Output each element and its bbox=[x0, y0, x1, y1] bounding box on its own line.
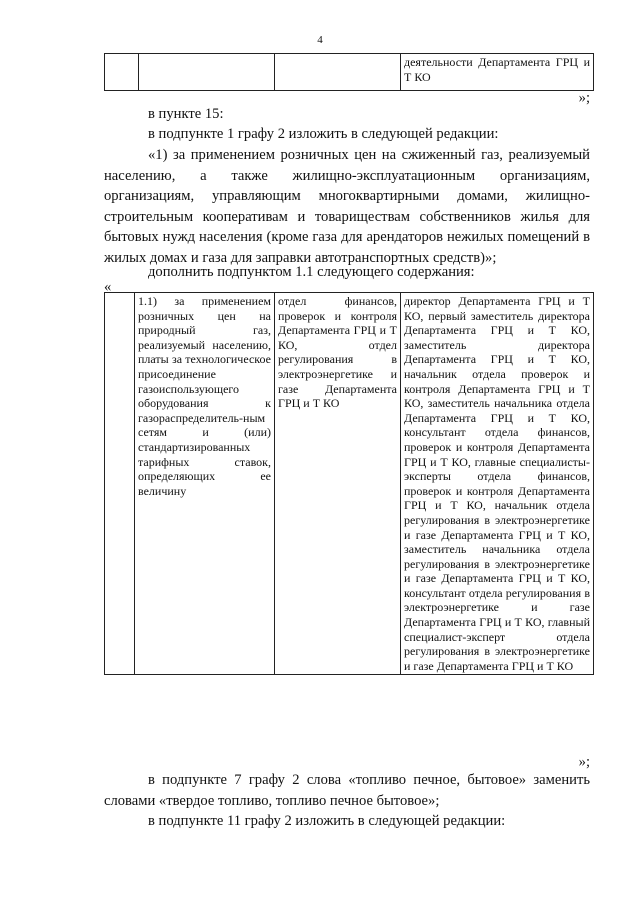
opening-quote: « bbox=[104, 279, 112, 295]
page-number: 4 bbox=[317, 34, 323, 46]
table-cell bbox=[105, 54, 139, 91]
table-cell-departments: отдел финансов, проверок и контроля Департамента ГРЦ и Т КО, отдел регулирования в электроэнергетике и газе Департамента ГРЦ и Т КО bbox=[275, 293, 401, 675]
closing-quote: »; bbox=[578, 90, 590, 106]
table-cell-department-activity: деятельности Департамента ГРЦ и Т КО bbox=[401, 54, 594, 91]
closing-quote: »; bbox=[578, 754, 590, 770]
table-row bbox=[105, 54, 594, 91]
paragraph-subpoint-7: в подпункте 7 графу 2 слова «топливо печное, бытовое» заменить словами «твердое топливо, топливо печное бытовое»; bbox=[104, 772, 590, 809]
paragraph-subpoint-11: в подпункте 11 графу 2 изложить в следующей редакции: bbox=[148, 813, 506, 829]
paragraph-point-15: в пункте 15: bbox=[148, 106, 224, 122]
continuation-table bbox=[104, 53, 594, 91]
table-cell-number bbox=[105, 293, 135, 675]
paragraph-quoted-text: «1) за применением розничных цен на сжиженный газ, реализуемый населению, а также жилищно-эксплуатационным организациям, организациям, управляющим многоквартирными домами, жилищно-строительным кооперативам и товариществам собственников жилья для бытовых нужд населения (кроме газа для арендаторов нежилых помещений в жилых домах и газа для заправки автотранспортных средств)»; bbox=[104, 147, 590, 266]
table-cell-officials: директор Департамента ГРЦ и Т КО, первый заместитель директора Департамента ГРЦ и Т КО, заместитель директора Департамента ГРЦ и Т КО, начальник отдела проверок и контроля Департамента ГРЦ и Т КО, заместитель начальника отдела Департамента ГРЦ и Т КО, консультант отдела финансов, проверок и контроля Департамента ГРЦ и Т КО, главные специалисты-эксперты отдела финансов, проверок и контроля Департамента ГРЦ и Т КО, начальник отдела регулирования в электроэнергетике и газе Департамента ГРЦ и Т КО, заместитель начальника отдела регулирования в электроэнергетике и газе Департамента ГРЦ и Т КО, консультант отдела регулирования в электроэнергетике и газе Департамента ГРЦ и Т КО, главный специалист-эксперт отдела регулирования в электроэнергетике и газе Департамента ГРЦ и Т КО bbox=[401, 293, 594, 675]
subpoint-table bbox=[104, 292, 594, 675]
table-row bbox=[105, 293, 594, 675]
paragraph-subpoint-1: в подпункте 1 графу 2 изложить в следующей редакции: bbox=[148, 126, 499, 142]
table-cell bbox=[275, 54, 401, 91]
table-cell-control-subject: 1.1) за применением розничных цен на природный газ, реализуемый населению, платы за технологическое присоединение газоиспользующего оборудования к газораспределитель-ным сетям и (или) стандартизированных тарифных ставок, определяющих ее величину bbox=[135, 293, 275, 675]
table-cell bbox=[139, 54, 275, 91]
paragraph-add-subpoint: дополнить подпунктом 1.1 следующего содержания: bbox=[148, 264, 475, 280]
